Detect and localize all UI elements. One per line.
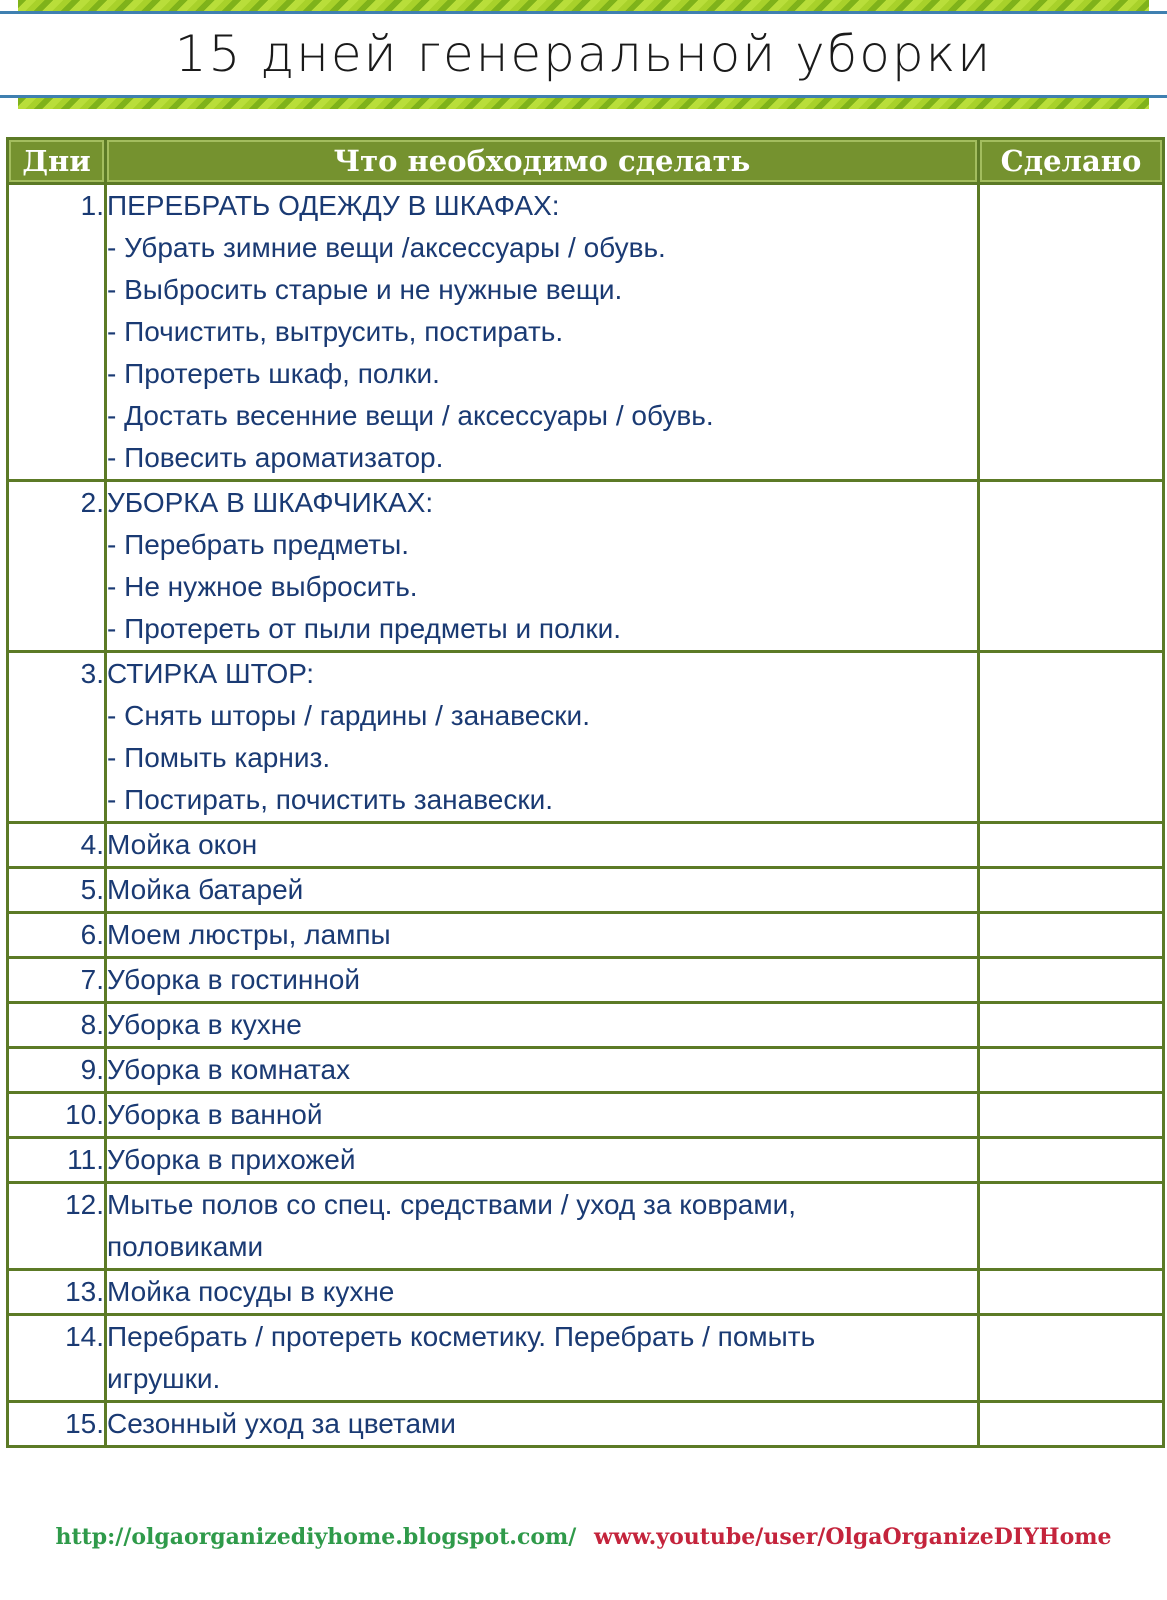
chevron-band-bottom <box>18 98 1149 109</box>
task-line: - Помыть карниз. <box>107 742 331 773</box>
task-line: - Почистить, вытрусить, постирать. <box>107 316 564 347</box>
table-row <box>8 184 1164 481</box>
table-row <box>8 958 1164 1003</box>
done-checkbox-cell[interactable] <box>979 1270 1164 1315</box>
task-title: Уборка в ванной <box>107 1099 323 1130</box>
task-title: Перебрать / протереть косметику. Перебрать / помыть <box>107 1321 816 1352</box>
done-checkbox-cell[interactable] <box>979 823 1164 868</box>
day-number: 5. <box>8 868 106 913</box>
task-title: Мойка окон <box>107 829 258 860</box>
table-row <box>8 1048 1164 1093</box>
task-line: - Выбросить старые и не нужные вещи. <box>107 274 623 305</box>
done-checkbox-cell[interactable] <box>979 958 1164 1003</box>
task-cell <box>106 184 979 481</box>
day-number: 7. <box>8 958 106 1003</box>
day-number: 9. <box>8 1048 106 1093</box>
task-title: Мытье полов со спец. средствами / уход за коврами, <box>107 1189 797 1220</box>
task-line: - Достать весенние вещи / аксессуары / обувь. <box>107 400 714 431</box>
task-line: - Перебрать предметы. <box>107 529 410 560</box>
day-number: 10. <box>8 1093 106 1138</box>
table-row <box>8 1093 1164 1138</box>
task-title: Уборка в кухне <box>107 1009 302 1040</box>
done-checkbox-cell[interactable] <box>979 652 1164 823</box>
chevron-band-top <box>18 0 1149 11</box>
table-row <box>8 913 1164 958</box>
task-cell <box>106 1402 979 1447</box>
table-body <box>8 184 1164 1447</box>
day-number: 15. <box>8 1402 106 1447</box>
task-cell <box>106 868 979 913</box>
task-line: - Снять шторы / гардины / занавески. <box>107 700 590 731</box>
task-title: Мойка батарей <box>107 874 304 905</box>
task-title: ПЕРЕБРАТЬ ОДЕЖДУ В ШКАФАХ: <box>107 190 560 221</box>
header-day: Дни <box>8 139 106 184</box>
blog-link[interactable]: http://olgaorganizediyhome.blogspot.com/ <box>55 1524 577 1550</box>
task-line: игрушки. <box>107 1363 221 1394</box>
task-title: Уборка в комнатах <box>107 1054 351 1085</box>
done-checkbox-cell[interactable] <box>979 868 1164 913</box>
table-row <box>8 1003 1164 1048</box>
task-line: - Протереть шкаф, полки. <box>107 358 440 389</box>
table-row <box>8 481 1164 652</box>
youtube-link[interactable]: www.youtube/user/OlgaOrganizeDIYHome <box>594 1524 1112 1550</box>
task-title: Мойка посуды в кухне <box>107 1276 395 1307</box>
footer-links <box>0 1522 1167 1552</box>
task-cell <box>106 958 979 1003</box>
task-line: - Постирать, почистить занавески. <box>107 784 554 815</box>
header-task: Что необходимо сделать <box>106 139 979 184</box>
done-checkbox-cell[interactable] <box>979 1183 1164 1270</box>
task-line: - Не нужное выбросить. <box>107 571 418 602</box>
done-checkbox-cell[interactable] <box>979 1003 1164 1048</box>
task-title: УБОРКА В ШКАФЧИКАХ: <box>107 487 434 518</box>
done-checkbox-cell[interactable] <box>979 1402 1164 1447</box>
header-done: Сделано <box>979 139 1164 184</box>
table-header-row <box>8 139 1164 184</box>
day-number: 1. <box>8 184 106 481</box>
table-row <box>8 1183 1164 1270</box>
table-row <box>8 1402 1164 1447</box>
done-checkbox-cell[interactable] <box>979 1048 1164 1093</box>
day-number: 6. <box>8 913 106 958</box>
done-checkbox-cell[interactable] <box>979 1138 1164 1183</box>
table-row <box>8 1138 1164 1183</box>
day-number: 3. <box>8 652 106 823</box>
task-title: Сезонный уход за цветами <box>107 1408 456 1439</box>
done-checkbox-cell[interactable] <box>979 481 1164 652</box>
task-cell <box>106 481 979 652</box>
done-checkbox-cell[interactable] <box>979 1093 1164 1138</box>
task-title: Моем люстры, лампы <box>107 919 391 950</box>
task-cell <box>106 1138 979 1183</box>
task-cell <box>106 652 979 823</box>
task-line: половиками <box>107 1231 264 1262</box>
table-row <box>8 652 1164 823</box>
day-number: 14. <box>8 1315 106 1402</box>
day-number: 8. <box>8 1003 106 1048</box>
day-number: 4. <box>8 823 106 868</box>
done-checkbox-cell[interactable] <box>979 1315 1164 1402</box>
task-line: - Протереть от пыли предметы и полки. <box>107 613 622 644</box>
task-cell <box>106 1093 979 1138</box>
page-title: 15 дней генеральной уборки <box>174 25 993 83</box>
day-number: 12. <box>8 1183 106 1270</box>
task-cell <box>106 1183 979 1270</box>
table-row <box>8 868 1164 913</box>
task-title: СТИРКА ШТОР: <box>107 658 315 689</box>
day-number: 13. <box>8 1270 106 1315</box>
cleaning-checklist-table <box>6 137 1165 1448</box>
done-checkbox-cell[interactable] <box>979 913 1164 958</box>
task-line: - Убрать зимние вещи /аксессуары / обувь. <box>107 232 666 263</box>
table-row <box>8 1315 1164 1402</box>
task-cell <box>106 823 979 868</box>
task-title: Уборка в прихожей <box>107 1144 356 1175</box>
task-cell <box>106 1003 979 1048</box>
task-line: - Повесить ароматизатор. <box>107 442 444 473</box>
day-number: 11. <box>8 1138 106 1183</box>
task-cell <box>106 1315 979 1402</box>
task-cell <box>106 1048 979 1093</box>
task-title: Уборка в гостинной <box>107 964 360 995</box>
table-row <box>8 1270 1164 1315</box>
task-cell <box>106 1270 979 1315</box>
task-cell <box>106 913 979 958</box>
day-number: 2. <box>8 481 106 652</box>
table-row <box>8 823 1164 868</box>
done-checkbox-cell[interactable] <box>979 184 1164 481</box>
